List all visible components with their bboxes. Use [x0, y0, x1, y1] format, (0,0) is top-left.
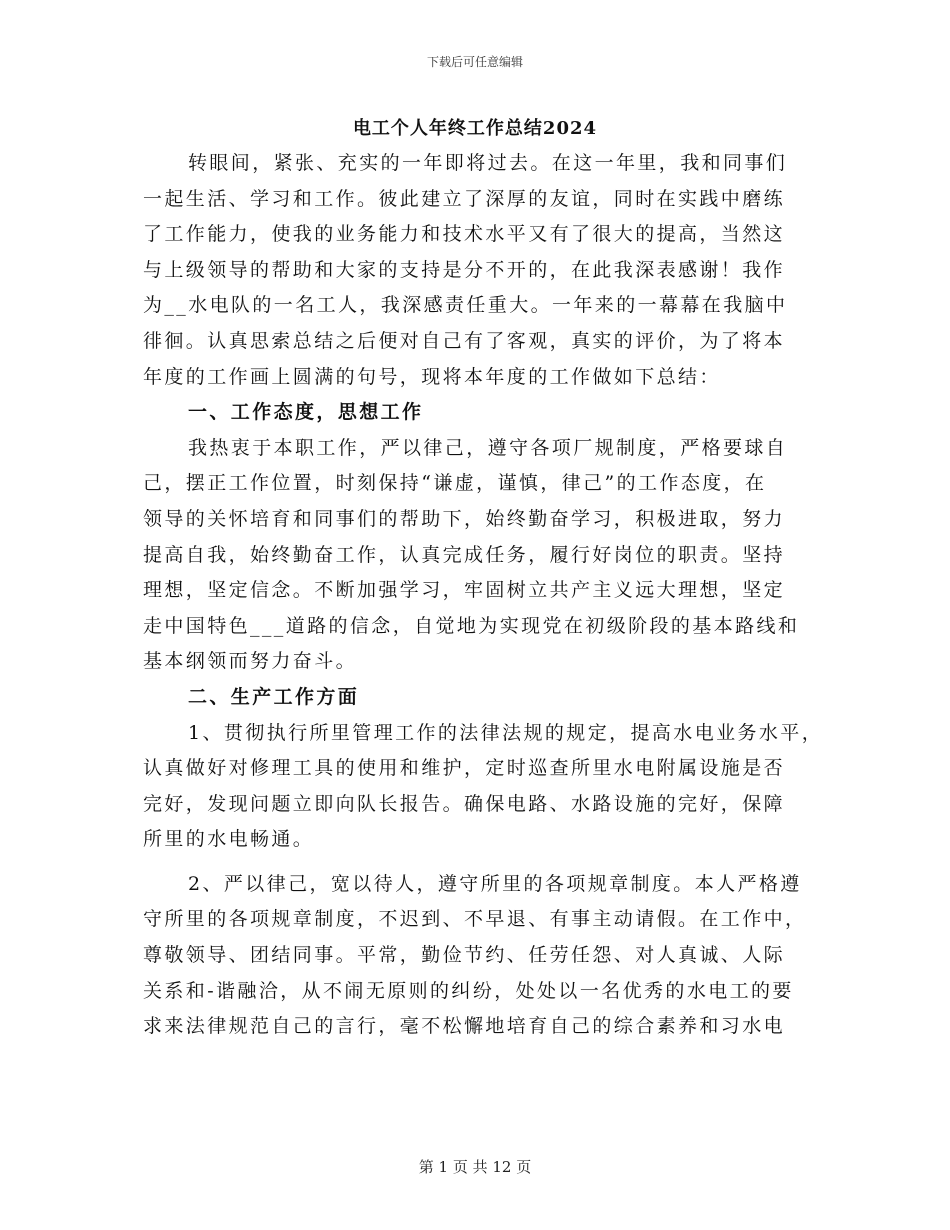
paragraph-line: 己，摆正工作位置，时刻保持“谦虚，谨慎，律己”的工作态度，在 [143, 472, 767, 495]
paragraph-line: 提高自我，始终勤奋工作，认真完成任务，履行好岗位的职责。坚持 [143, 543, 786, 566]
document-title: 电工个人年终工作总结2024 [352, 118, 598, 139]
paragraph-line: 一起生活、学习和工作。彼此建立了深厚的友谊，同时在实践中磨练 [143, 187, 786, 210]
paragraph-line: 了工作能力，使我的业务能力和技术水平又有了很大的提高，当然这 [143, 223, 786, 246]
paragraph-line: 年度的工作画上圆满的句号，现将本年度的工作做如下总结： [143, 365, 721, 388]
paragraph-line: 为__水电队的一名工人，我深感责任重大。一年来的一幕幕在我脑中 [143, 294, 788, 317]
header-note: 下载后可任意编辑 [426, 55, 523, 69]
paragraph-line: 认真做好对修理工具的使用和维护，定时巡查所里水电附属设施是否 [143, 757, 786, 780]
paragraph-gap [143, 858, 813, 867]
paragraph-line: 求来法律规范自己的言行，毫不松懈地培育自己的综合素养和习水电 [143, 1015, 786, 1038]
paragraph-line: 理想，坚定信念。不断加强学习，牢固树立共产主义远大理想，坚定 [143, 579, 786, 602]
paragraph-line: 所里的水电畅通。 [143, 828, 315, 851]
paragraph-line: 关系和-谐融洽，从不闹无原则的纠纷，处处以一名优秀的水电工的要 [143, 979, 794, 1002]
paragraph-line: 走中国特色___道路的信念，自觉地为实现党在初级阶段的基本路线和 [143, 614, 800, 637]
paragraph-line: 徘徊。认真思索总结之后便对自己有了客观，真实的评价，为了将本 [143, 329, 786, 352]
paragraph-line: 我热衷于本职工作，严以律己，遵守各项厂规制度，严格要球自 [188, 436, 788, 459]
paragraph-line: 2、严以律己，宽以待人，遵守所里的各项规章制度。本人严格遵 [188, 872, 802, 895]
paragraph-line: 尊敬领导、团结同事。平常，勤俭节约、任劳任怨、对人真诚、人际 [143, 944, 786, 967]
paragraph-line: 转眼间，紧张、充实的一年即将过去。在这一年里，我和同事们 [188, 152, 788, 174]
section-heading: 二、生产工作方面 [188, 685, 360, 708]
section-heading: 一、工作态度，思想工作 [188, 401, 424, 424]
paragraph-line: 守所里的各项规章制度，不迟到、不早退、有事主动请假。在工作中， [143, 908, 807, 931]
paragraph-line: 领导的关怀培育和同事们的帮助下，始终勤奋学习，积极进取，努力 [143, 507, 786, 530]
paragraph-line: 与上级领导的帮助和大家的支持是分不开的，在此我深表感谢！我作 [143, 258, 786, 281]
paragraph-line: 1、贯彻执行所里管理工作的法律法规的规定，提高水电业务水平， [188, 721, 824, 744]
document-body [143, 146, 824, 1045]
paragraph-line: 完好，发现问题立即向队长报告。确保电路、水路设施的完好，保障 [143, 792, 786, 815]
paragraph-line: 基本纲领而努力奋斗。 [143, 650, 358, 673]
page-number: 第 1 页 共 12 页 [418, 1158, 532, 1176]
